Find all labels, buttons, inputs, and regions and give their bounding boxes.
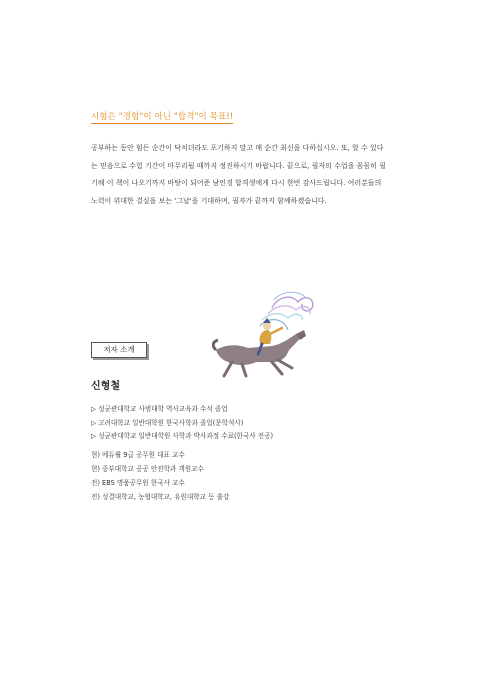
- preface-paragraph: [91, 140, 415, 210]
- education-item: ▷ 성균관대학교 사범대학 역사교육과 수석 졸업: [91, 405, 228, 413]
- paragraph-line: 노력이 위대한 결실을 보는 '그날'을 기대하며, 필자가 끝까지 함께하겠습니다.: [91, 196, 327, 205]
- paragraph-line: 기해 이 책이 나오기까지 바탕이 되어준 남인경 합격생에게 다시 한번 감사드립니다. 여러분들의: [91, 179, 382, 187]
- career-item: 현) 에듀윌 9급 공무원 대표 교수: [91, 451, 185, 459]
- career-item: 전) 성결대학교, 농협대학교, 유원대학교 등 출강: [91, 493, 230, 501]
- career-item: 전) EBS 명품공무원 한국사 교수: [91, 479, 185, 487]
- headline-underline: [91, 123, 233, 124]
- education-item: ▷ 성균관대학교 일반대학원 사학과 박사과정 수료(한국사 전공): [91, 432, 274, 440]
- author-name: 신형철: [91, 381, 120, 392]
- education-list: [91, 403, 273, 444]
- paragraph-line: 는 믿음으로 수험 기간이 마무리될 때까지 정진하시기 바랍니다. 끝으로, 필자의 수업을 꼼꼼히 필: [91, 161, 386, 170]
- author-intro-label: 저자 소개: [91, 342, 147, 358]
- headline: 시험은 "경험"이 아닌 "합격"이 목표!!: [91, 112, 234, 122]
- career-item: 현) 중부대학교 공공 안전학과 객원교수: [91, 465, 204, 473]
- paragraph-line: 공부하는 동안 힘든 순간이 닥치더라도 포기하지 말고 매 순간 최선을 다하십시오. 또, 할 수 있다: [91, 144, 384, 152]
- horse-rider-illustration: [212, 286, 318, 378]
- career-list: [91, 448, 229, 504]
- education-item: ▷ 고려대학교 일반대학원 한국사학과 졸업(문학석사): [91, 418, 244, 427]
